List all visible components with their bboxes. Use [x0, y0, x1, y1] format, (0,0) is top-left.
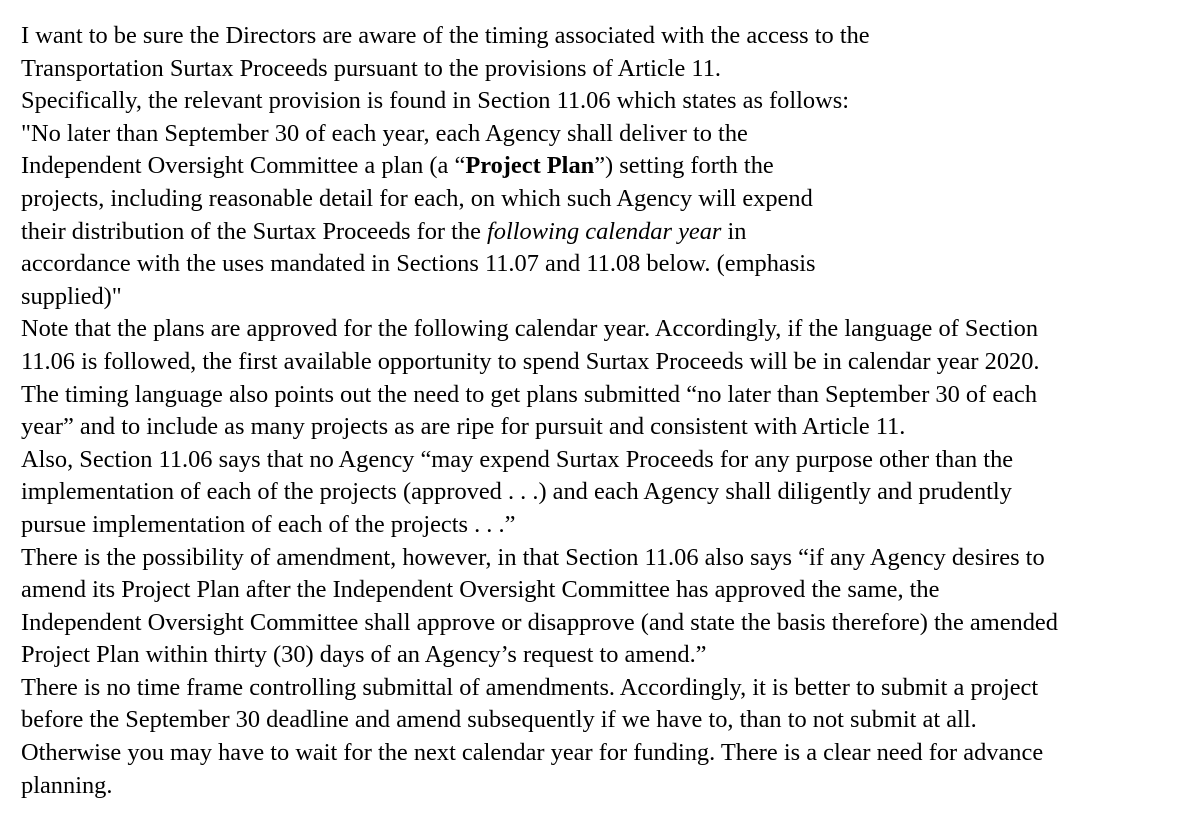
text-segment: Otherwise you may have to wait for the next calendar year for funding. There is a clear need for advance [21, 739, 1044, 767]
text-segment: before the September 30 deadline and amend subsequently if we have to, than to not submit at all. [21, 706, 977, 734]
text-segment: Independent Oversight Committee a plan (a “ [21, 152, 466, 180]
text-line [21, 281, 1199, 314]
bold-text: Project Plan [465, 152, 595, 180]
text-line [21, 346, 1199, 379]
text-line [21, 672, 1199, 705]
text-segment: There is the possibility of amendment, however, in that Section 11.06 also says “if any Agency desires to [21, 543, 1045, 571]
text-line [21, 150, 1199, 183]
text-segment: I want to be sure the Directors are aware of the timing associated with the access to the [21, 22, 870, 49]
text-segment: "No later than September 30 of each year, each Agency shall deliver to the [21, 119, 748, 147]
text-segment: their distribution of the Surtax Proceeds for the [21, 217, 488, 245]
text-line [21, 379, 1199, 412]
text-line [21, 509, 1199, 542]
text-line [21, 411, 1199, 444]
document-body [21, 20, 1199, 802]
text-segment: projects, including reasonable detail for each, on which such Agency will expend [21, 184, 813, 212]
text-line [21, 216, 1199, 249]
text-line [21, 85, 1199, 118]
text-line [21, 737, 1199, 770]
text-line [21, 574, 1199, 607]
text-line [21, 183, 1199, 216]
text-segment: Also, Section 11.06 says that no Agency “may expend Surtax Proceeds for any purpose other than the [21, 445, 1014, 473]
text-segment: year” and to include as many projects as are ripe for pursuit and consistent with Article 11. [21, 413, 906, 441]
text-line [21, 607, 1199, 640]
text-segment: There is no time frame controlling submittal of amendments. Accordingly, it is better to submit a project [21, 673, 1039, 701]
text-segment: Independent Oversight Committee shall approve or disapprove (and state the basis therefore) the amended [21, 608, 1058, 636]
text-line [21, 770, 1199, 803]
text-segment: accordance with the uses mandated in Sections 11.07 and 11.08 below. (emphasis [21, 250, 816, 278]
text-segment: amend its Project Plan after the Independent Oversight Committee has approved the same, the [21, 576, 940, 604]
text-segment: The timing language also points out the need to get plans submitted “no later than September 30 of each [21, 380, 1038, 408]
text-line [21, 53, 1199, 86]
text-line [21, 20, 1199, 53]
text-segment: Transportation Surtax Proceeds pursuant to the provisions of Article 11. [21, 54, 722, 82]
text-line [21, 248, 1199, 281]
text-line [21, 118, 1199, 151]
text-segment: ”) setting forth the [594, 152, 774, 180]
text-segment: supplied)" [21, 282, 122, 310]
text-segment: 11.06 is followed, the first available opportunity to spend Surtax Proceeds will be in calendar year 2020. [21, 347, 1040, 375]
text-segment: Project Plan within thirty (30) days of an Agency’s request to amend.” [21, 641, 707, 669]
text-segment: planning. [21, 771, 113, 799]
text-segment: implementation of each of the projects (approved . . .) and each Agency shall diligently and prudently [21, 478, 1012, 506]
italic-text: following calendar year [487, 217, 722, 245]
text-line [21, 639, 1199, 672]
text-segment: pursue implementation of each of the projects . . .” [21, 510, 516, 538]
text-line [21, 476, 1199, 509]
text-line [21, 704, 1199, 737]
text-line [21, 313, 1199, 346]
text-line [21, 444, 1199, 477]
text-segment: in [721, 217, 747, 245]
text-line [21, 542, 1199, 575]
text-segment: Note that the plans are approved for the following calendar year. Accordingly, if the language of Section [21, 315, 1039, 343]
text-segment: Specifically, the relevant provision is found in Section 11.06 which states as follows: [21, 87, 849, 115]
